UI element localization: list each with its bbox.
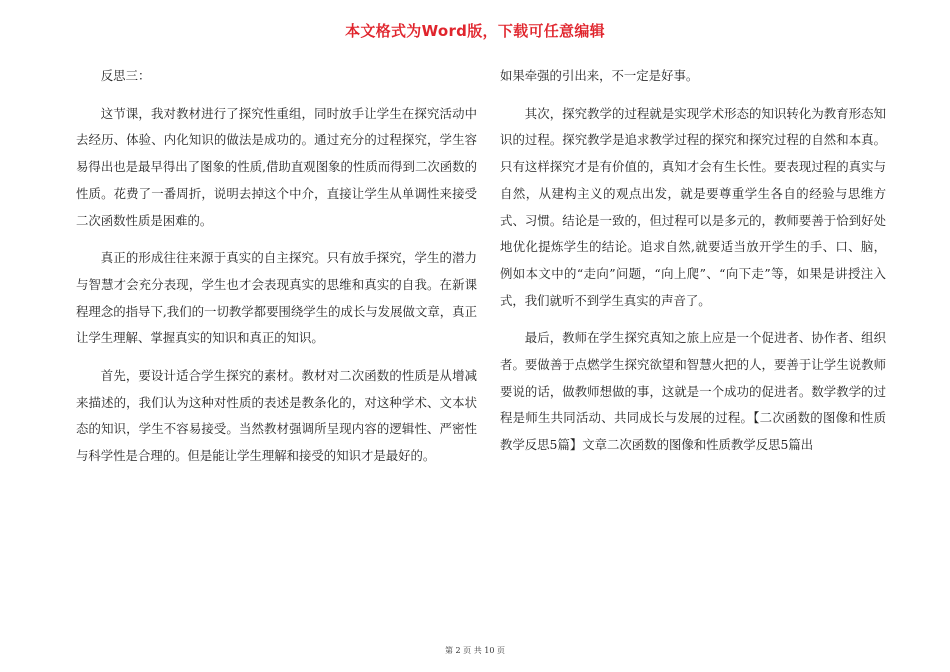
document-banner: 本文格式为Word版，下载可任意编辑 [345,22,605,40]
paragraph-continuation: 如果牵强的引出来，不一定是好事。 [500,68,699,83]
page-number: 第 2 页 共 10 页 [445,646,505,655]
right-column [500,63,886,470]
paragraph: 首先，要设计适合学生探究的素材。教材对二次函数的性质是从增减来描述的，我们认为这种对性质的表述是教条化的，对这种学术、文本状态的知识，学生不容易接受。当然教材强调所呈现内容的逻辑性、严密性与科学性是合理的。但是能让学生理解和接受的知识才是最好的。 [76,368,477,464]
left-column [76,63,477,481]
paragraph: 其次，探究教学的过程就是实现学术形态的知识转化为教育形态知识的过程。探究教学是追求教学过程的探究和探究过程的自然和本真。只有这样探究才是有价值的，真知才会有生长性。要表现过程的真实与自然，从建构主义的观点出发，就是要尊重学生各自的经验与思维方式、习惯。结论是一致的，但过程可以是多元的，教师要善于恰到好处地优化提炼学生的结论。追求自然,就要适当放开学生的手、口、脑，例如本文中的“走向”问题，“向上爬”、“向下走”等，如果是讲授注入式，我们就听不到学生真实的声音了。 [500,105,886,308]
section-heading: 反思三： [100,68,151,83]
paragraph: 最后，教师在学生探究真知之旅上应是一个促进者、协作者、组织者。要做善于点燃学生探究欲望和智慧火把的人，要善于让学生说教师要说的话，做教师想做的事，这就是一个成功的促进者。数学教学的过程是师生共同活动、共同成长与发展的过程。【二次函数的图像和性质教学反思5篇】文章二次函数的图像和性质教学反思5篇出 [500,330,886,453]
paragraph: 这节课，我对教材进行了探究性重组，同时放手让学生在探究活动中去经历、体验、内化知识的做法是成功的。通过充分的过程探究，学生容易得出也是最早得出了图象的性质,借助直观图象的性质而得到二次函数的性质。花费了一番周折，说明去掉这个中介，直接让学生从单调性来接受二次函数性质是困难的。 [76,105,477,228]
paragraph: 真正的形成往往来源于真实的自主探究。只有放手探究，学生的潜力与智慧才会充分表现，学生也才会表现真实的思维和真实的自我。在新课程理念的指导下,我们的一切教学都要围绕学生的成长与发展做文章，真正让学生理解、掌握真实的知识和真正的知识。 [76,250,477,346]
